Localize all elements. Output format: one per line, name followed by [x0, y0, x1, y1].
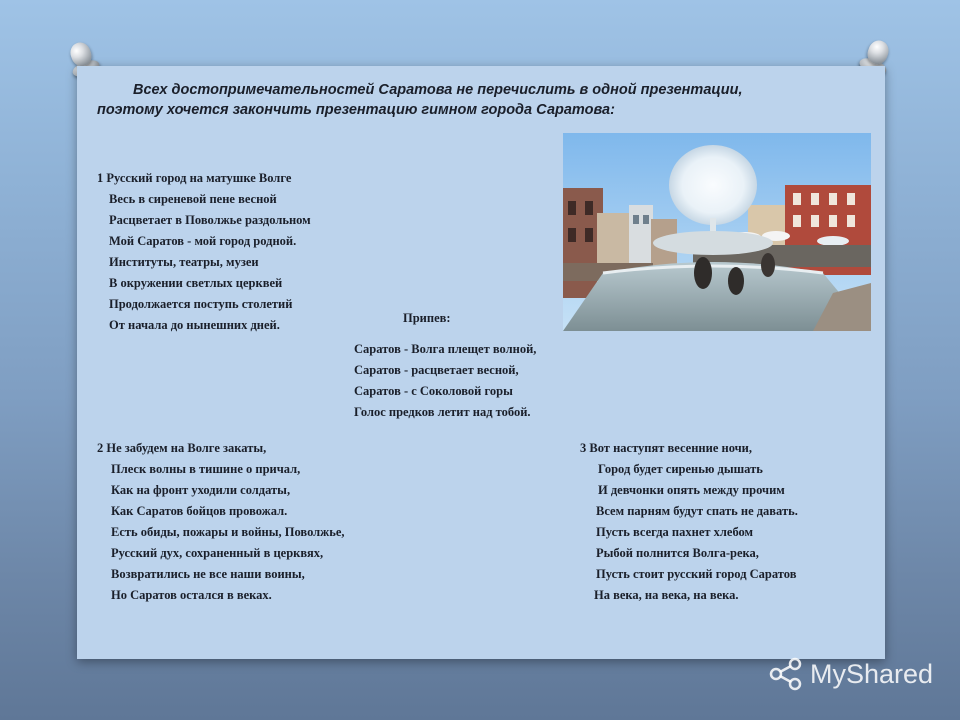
verse-1-line: В окружении светлых церквей	[109, 276, 283, 290]
verse-3-line: И девчонки опять между прочим	[598, 483, 785, 497]
verse-1-line: Расцветает в Поволжье раздольном	[109, 213, 311, 227]
myshared-logo	[768, 656, 933, 692]
verse-3-line: На века, на века, на века.	[594, 588, 739, 602]
verse-2-line: Есть обиды, пожары и войны, Поволжье,	[111, 525, 345, 539]
verse-1-line: 1 Русский город на матушке Волге	[97, 171, 292, 185]
verse-3-line: Пусть стоит русский город Саратов	[596, 567, 797, 581]
verse-3-line: Всем парням будут спать не давать.	[596, 504, 798, 518]
verse-2-line: 2 Не забудем на Волге закаты,	[97, 441, 267, 455]
verse-2-line: Возвратились не все наши воины,	[111, 567, 305, 581]
verse-2-line: Русский дух, сохраненный в церквях,	[111, 546, 324, 560]
share-icon	[768, 657, 804, 691]
verse-1-line: Весь в сиреневой пене весной	[109, 192, 277, 206]
chorus-title: Припев:	[403, 311, 451, 325]
verse-3-line: Пусть всегда пахнет хлебом	[596, 525, 754, 539]
verse-3	[580, 438, 798, 606]
verse-2-line: Как Саратов бойцов провожал.	[111, 504, 288, 518]
chorus-line: Саратов - расцветает весной,	[354, 363, 519, 377]
fountain-photo	[563, 133, 871, 331]
logo-text: MyShared	[810, 658, 934, 689]
chorus-line: Саратов - с Соколовой горы	[354, 384, 513, 398]
verse-3-line: 3 Вот наступят весенние ночи,	[580, 441, 753, 455]
verse-2	[97, 438, 345, 606]
verse-1-line: От начала до нынешних дней.	[109, 318, 280, 332]
verse-1-line: Институты, театры, музеи	[109, 255, 259, 269]
verse-3-line: Город будет сиренью дышать	[598, 462, 763, 476]
intro-line-2: поэтому хочется закончить презентацию гимном города Саратова:	[97, 102, 615, 118]
verse-1-line: Мой Саратов - мой город родной.	[109, 234, 297, 248]
verse-2-line: Плеск волны в тишине о причал,	[111, 462, 301, 476]
chorus	[354, 339, 536, 423]
intro-line-1: Всех достопримечательностей Саратова не перечислить в одной презентации,	[133, 82, 743, 98]
chorus-line: Саратов - Волга плещет волной,	[354, 342, 537, 356]
fountain-image	[563, 133, 871, 331]
verse-3-line: Рыбой полнится Волга-река,	[596, 546, 759, 560]
chorus-line: Голос предков летит над тобой.	[354, 405, 531, 419]
verse-1-line: Продолжается поступь столетий	[109, 297, 293, 311]
verse-1	[97, 168, 311, 336]
verse-2-line: Как на фронт уходили солдаты,	[111, 483, 291, 497]
verse-2-line: Но Саратов остался в веках.	[111, 588, 272, 602]
intro-text	[97, 80, 827, 120]
